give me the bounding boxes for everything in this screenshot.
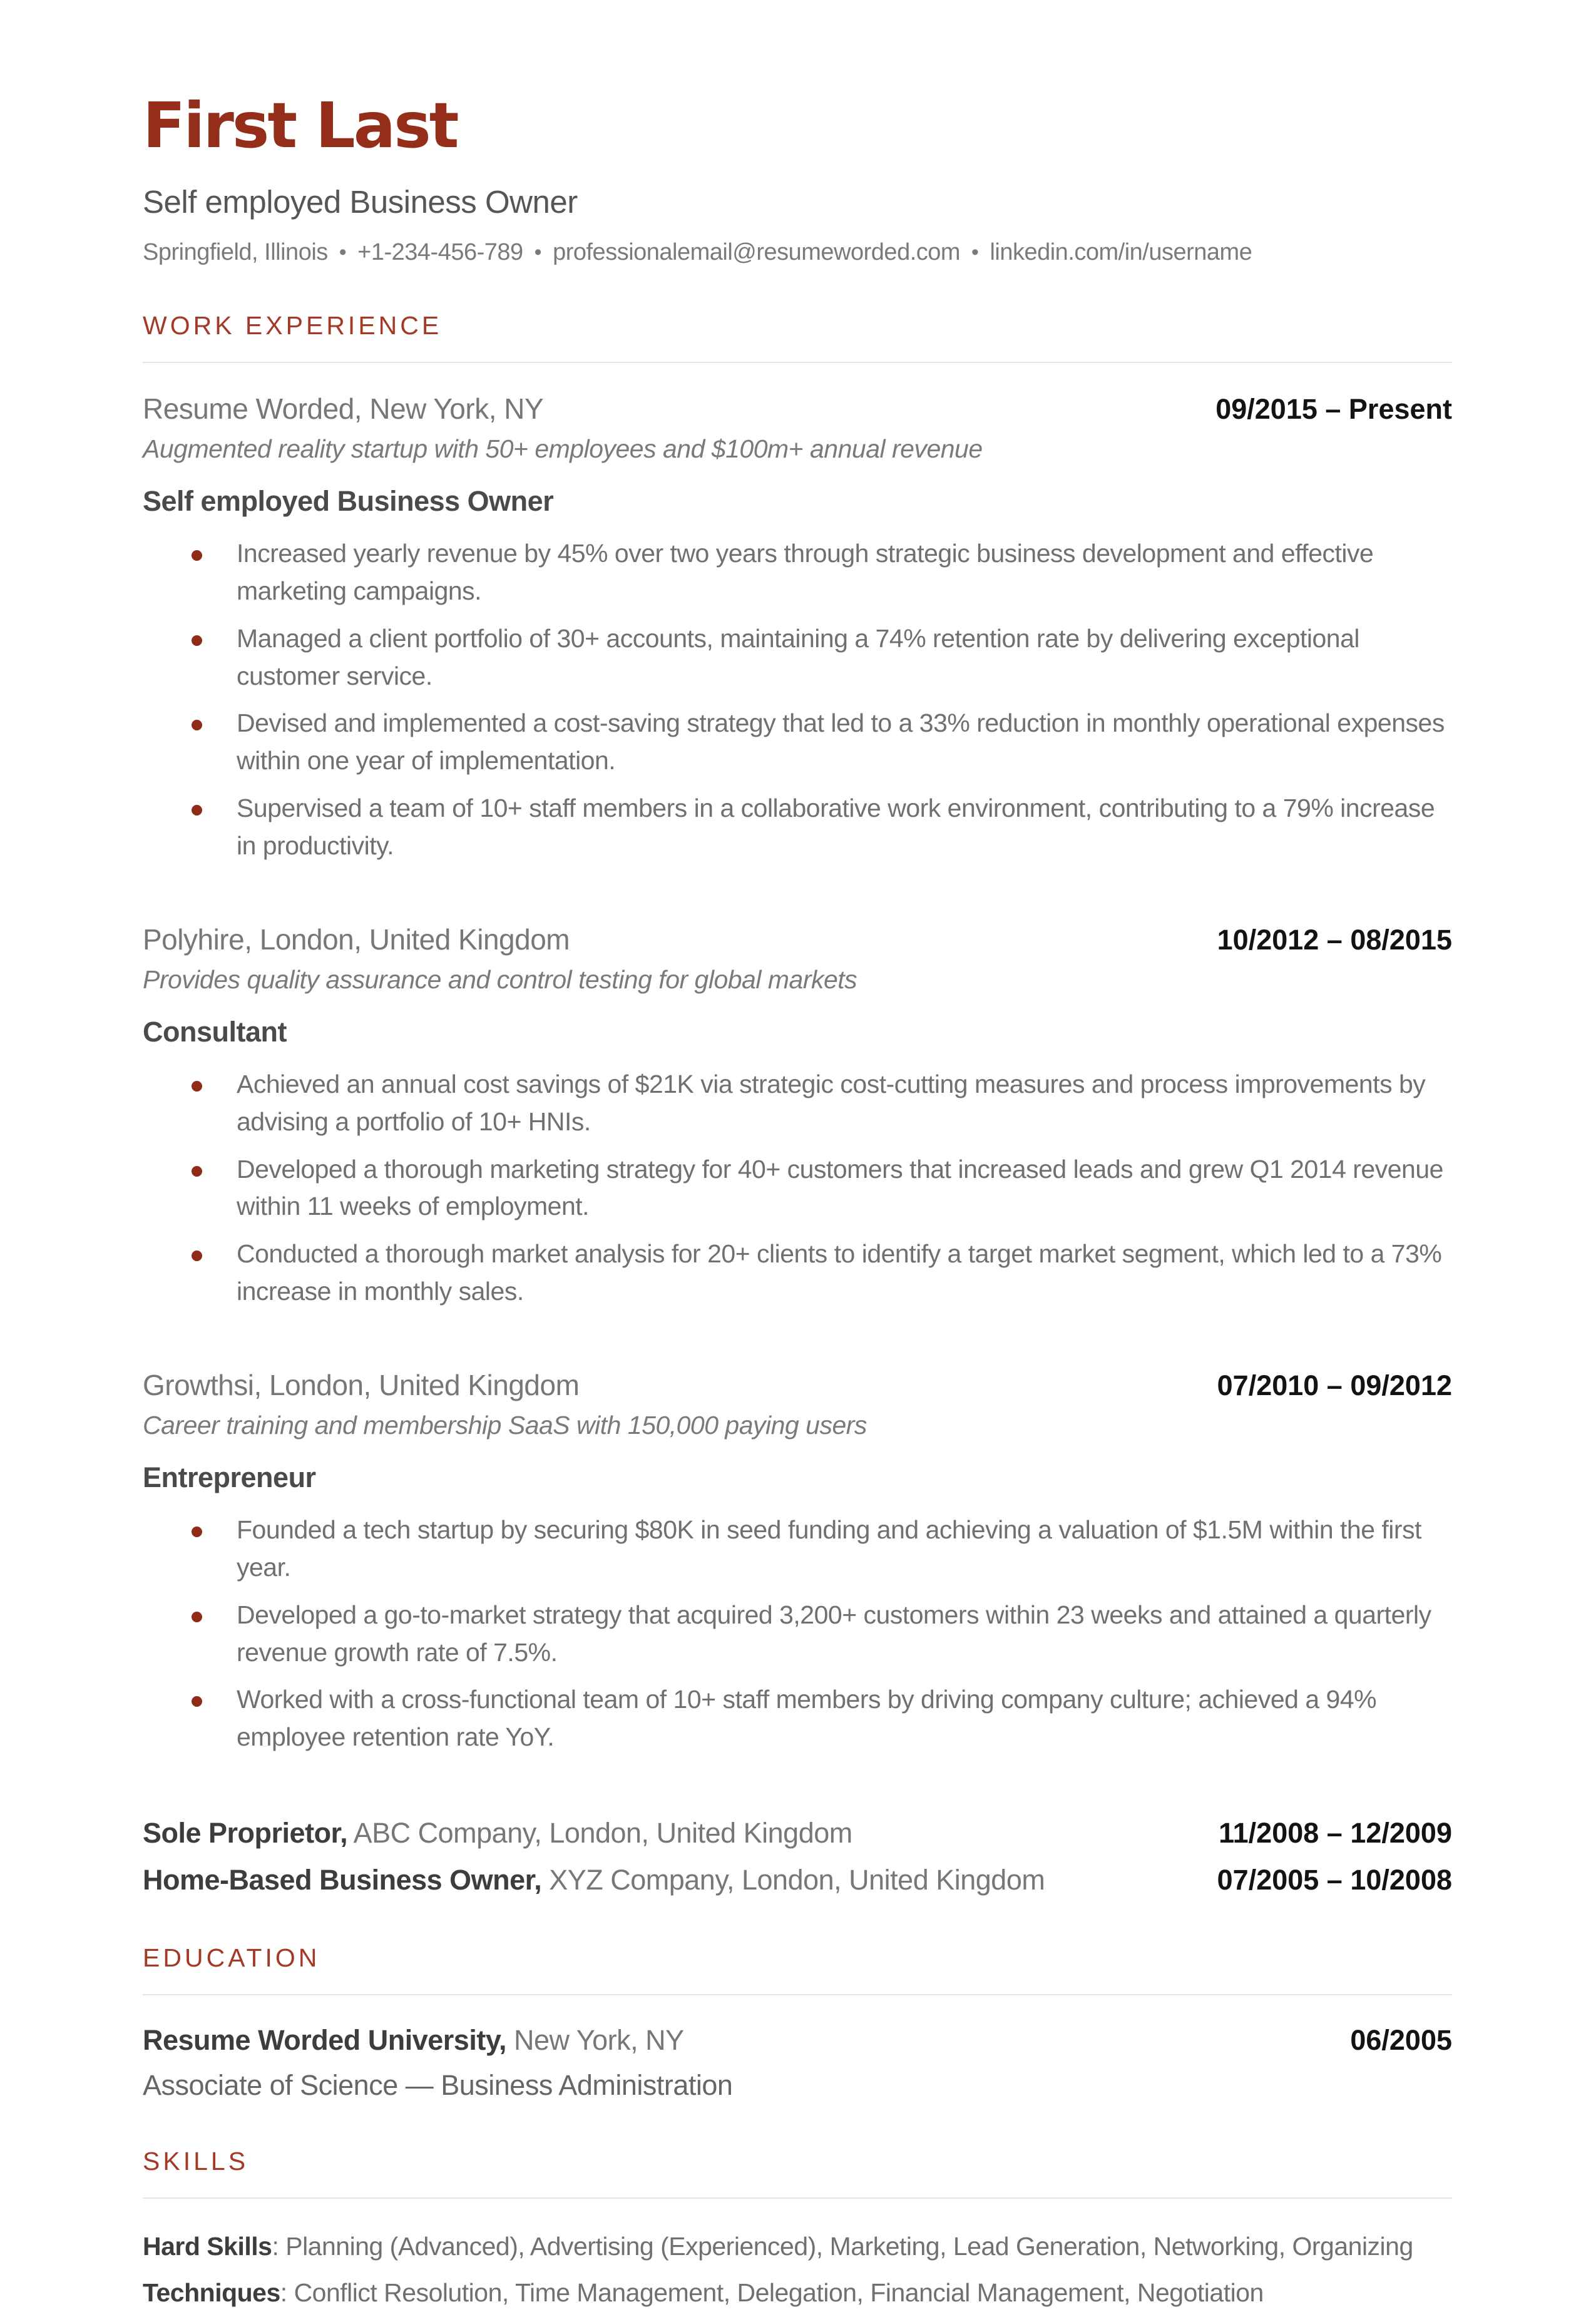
job-bullet-list	[143, 535, 1452, 865]
bullet-item: Devised and implemented a cost-saving strategy that led to a 33% reduction in monthly operational expenses within one year of implementation.	[143, 705, 1452, 780]
job-title: Self employed Business Owner	[143, 485, 554, 517]
bullet-item: Developed a thorough marketing strategy for 40+ customers that increased leads and grew Q1 2014 revenue within 11 weeks of employment.	[143, 1151, 1452, 1226]
job-dates: 07/2010 – 09/2012	[1217, 1369, 1452, 1402]
job-entry	[143, 392, 1452, 865]
skill-category: Hard Skills	[143, 2232, 272, 2261]
job-entry	[143, 923, 1452, 1311]
job-company-description: Provides quality assurance and control testing for global markets	[143, 964, 857, 994]
contact-separator: •	[534, 240, 542, 264]
contact-linkedin: linkedin.com/in/username	[990, 239, 1252, 265]
skill-category: Techniques	[143, 2278, 280, 2307]
job-company: Polyhire, London, United Kingdom	[143, 923, 570, 956]
job-entry	[143, 1368, 1452, 1756]
role-dates: 07/2005 – 10/2008	[1217, 1863, 1452, 1896]
job-company-description: Career training and membership SaaS with 150,000 paying users	[143, 1411, 867, 1440]
section-divider	[143, 2197, 1452, 2199]
role-dates: 11/2008 – 12/2009	[1219, 1817, 1452, 1849]
degree: Associate of Science — Business Administration	[143, 2069, 733, 2102]
skill-values: : Planning (Advanced), Advertising (Experienced), Marketing, Lead Generation, Networking, Organizing	[272, 2232, 1413, 2261]
candidate-name: First Last	[143, 89, 458, 162]
bullet-item: Increased yearly revenue by 45% over two years through strategic business development and effective marketing campaigns.	[143, 535, 1452, 610]
role-company: ABC Company, London, United Kingdom	[347, 1817, 852, 1849]
bullet-item: Worked with a cross-functional team of 10+ staff members by driving company culture; achieved a 94% employee retention rate YoY.	[143, 1681, 1452, 1756]
section-divider	[143, 362, 1452, 363]
school-location: New York, NY	[506, 2024, 684, 2057]
role-title: Sole Proprietor,	[143, 1817, 348, 1849]
earlier-roles	[143, 1815, 1452, 1898]
job-company: Growthsi, London, United Kingdom	[143, 1369, 580, 1402]
job-bullet-list	[143, 1511, 1452, 1756]
bullet-item: Developed a go-to-market strategy that acquired 3,200+ customers within 23 weeks and attained a quarterly revenue growth rate of 7.5%.	[143, 1597, 1452, 1672]
job-bullet-list	[143, 1066, 1452, 1311]
job-title: Entrepreneur	[143, 1461, 316, 1494]
contact-separator: •	[339, 240, 347, 264]
contact-location: Springfield, Illinois	[143, 239, 328, 265]
bullet-item: Achieved an annual cost savings of $21K via strategic cost-cutting measures and process improvements by advising a portfolio of 10+ HNIs.	[143, 1066, 1452, 1141]
bullet-item: Founded a tech startup by securing $80K in seed funding and achieving a valuation of $1.5M within the first year.	[143, 1511, 1452, 1587]
contact-line	[143, 239, 1452, 266]
job-dates: 09/2015 – Present	[1215, 393, 1452, 425]
section-skills-label: SKILLS	[143, 2147, 249, 2176]
role-row	[143, 1815, 1452, 1852]
skill-values: : Conflict Resolution, Time Management, Delegation, Financial Management, Negotiation	[280, 2278, 1264, 2307]
education-entry	[143, 2024, 1452, 2057]
job-company-description: Augmented reality startup with 50+ employees and $100m+ annual revenue	[143, 434, 983, 463]
role-title: Home-Based Business Owner,	[143, 1863, 542, 1896]
job-title: Consultant	[143, 1015, 287, 1048]
contact-phone: +1-234-456-789	[357, 239, 523, 265]
role-row	[143, 1862, 1452, 1899]
job-dates: 10/2012 – 08/2015	[1217, 923, 1452, 956]
skill-row	[143, 2274, 1452, 2312]
section-education-label: EDUCATION	[143, 1943, 320, 1973]
contact-email: professionalemail@resumeworded.com	[553, 239, 961, 265]
bullet-item: Managed a client portfolio of 30+ accounts, maintaining a 74% retention rate by delivering exceptional customer service.	[143, 620, 1452, 695]
job-company: Resume Worded, New York, NY	[143, 392, 544, 425]
section-divider	[143, 1994, 1452, 1995]
bullet-item: Conducted a thorough market analysis for 20+ clients to identify a target market segment, which led to a 73% increase in monthly sales.	[143, 1235, 1452, 1311]
candidate-job-title: Self employed Business Owner	[143, 184, 578, 220]
school-name: Resume Worded University,	[143, 2024, 507, 2057]
education-dates: 06/2005	[1350, 2024, 1452, 2057]
section-work-experience-label: WORK EXPERIENCE	[143, 311, 442, 340]
bullet-item: Supervised a team of 10+ staff members in a collaborative work environment, contributing to a 79% increase in productivity.	[143, 790, 1452, 865]
skills-list	[143, 2228, 1452, 2312]
role-company: XYZ Company, London, United Kingdom	[541, 1863, 1045, 1896]
skill-row	[143, 2228, 1452, 2266]
contact-separator: •	[971, 240, 979, 264]
